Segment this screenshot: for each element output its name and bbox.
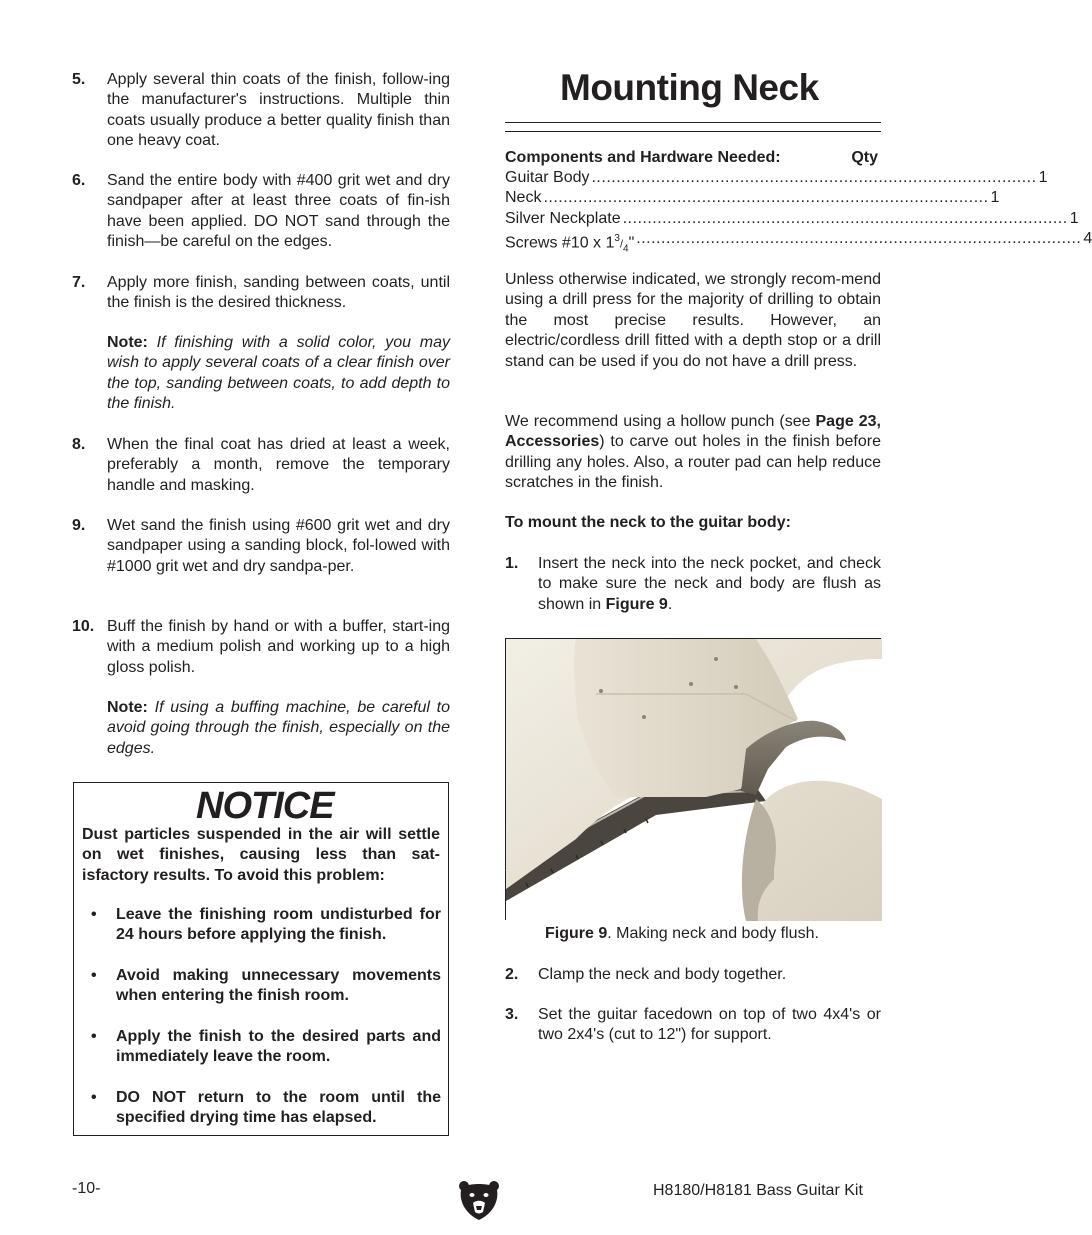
component-name: Guitar Body (505, 169, 590, 186)
component-name-text: Screws #10 x 1 (505, 234, 615, 252)
component-qty: 1 (990, 189, 1000, 206)
note-solid-color (107, 333, 450, 415)
step-text (538, 554, 881, 615)
step-text-part: . (667, 595, 673, 613)
bullet-text: Apply the finish to the desired parts and immediately leave the room. (116, 1028, 441, 1066)
drill-press-paragraph: Unless otherwise indicated, we strongly recom-mend using a drill press for the majority of drilling to obtain the most precise results. However, an electric/cordless drill fitted with a depth stop or a drill stand can be used if you do not have a drill press. (505, 271, 881, 370)
components-header-label: Components and Hardware Needed: (505, 149, 781, 166)
step-number: 9. (72, 517, 86, 534)
step-text: Wet sand the finish using #600 grit wet and dry sandpaper using a sanding block, fol-lowed with #1000 grit wet and dry sandpa-per. (107, 517, 450, 575)
step-6 (72, 171, 450, 253)
step-7 (72, 273, 450, 314)
dot-leader: .......................................................................................... (636, 230, 1082, 247)
dot-leader: .......................................................................................... (591, 169, 1037, 186)
note-label: Note: (107, 334, 148, 351)
component-row (505, 188, 1000, 208)
step-10 (72, 617, 450, 678)
fraction-denominator: 4 (623, 243, 629, 255)
step-number: 10. (72, 618, 95, 635)
component-qty: 1 (1038, 169, 1048, 186)
note-text: If finishing with a solid color, you may wish to apply several coats of a clear finish over the top, sanding between coats, to add depth to the finish. (107, 334, 450, 413)
step-number: 5. (72, 71, 86, 88)
step-5 (72, 70, 450, 152)
notice-bullet (91, 1088, 441, 1129)
component-row (505, 168, 1048, 188)
hollow-punch-paragraph (505, 412, 881, 494)
neck-body-illustration (506, 639, 882, 921)
bullet-icon: • (91, 906, 97, 923)
step-text-part: Insert the neck into the neck pocket, and check to make sure the neck and body are flush as shown in (538, 555, 881, 613)
step-text: Apply several thin coats of the finish, follow-ing the manufacturer's instructions. Multiple thin coats usually produce a better quality finish than one heavy coat. (107, 71, 450, 150)
qty-header: Qty (851, 149, 878, 166)
component-row (505, 209, 1079, 229)
step-text: Buff the finish by hand or with a buffer, start-ing with a medium polish and working up to a high gloss polish. (107, 618, 450, 676)
note-text: If using a buffing machine, be careful to avoid going through the finish, especially on the edges. (107, 699, 450, 757)
fraction-numerator: 3 (614, 233, 620, 244)
step-number: 1. (505, 555, 519, 572)
component-name: Silver Neckplate (505, 210, 621, 227)
dot-leader: .......................................................................................... (543, 189, 989, 206)
caption-text: . Making neck and body flush. (607, 925, 819, 942)
bullet-text: DO NOT return to the room until the specified drying time has elapsed. (116, 1089, 441, 1127)
step-9 (72, 516, 450, 577)
note-label: Note: (107, 699, 148, 716)
bear-logo-icon (458, 1178, 500, 1222)
component-name: Neck (505, 189, 542, 206)
figure-9-photo (505, 638, 881, 920)
component-row (505, 229, 1092, 260)
step-text: Sand the entire body with #400 grit wet and dry sandpaper after at least three coats of fin-ish have been applied. DO NOT sand through the finish—be careful on the edges. (107, 172, 450, 251)
para-text: ) to carve out holes in the finish before drilling any holes. Also, a router pad can help reduce scratches in the finish. (505, 433, 881, 492)
para-text: We recommend using a hollow punch (see (505, 413, 816, 430)
notice-intro: Dust particles suspended in the air will settle on wet finishes, causing less than sat-isfactory results. To avoid this problem: (82, 826, 440, 884)
notice-bullet (91, 905, 441, 946)
mount-step-3 (505, 1005, 881, 1046)
figure-reference: Figure 9 (605, 595, 668, 613)
subheading: To mount the neck to the guitar body: (505, 514, 791, 531)
notice-box (73, 782, 449, 1136)
figure-caption (545, 924, 819, 944)
inch-mark: " (628, 234, 635, 252)
step-number: 3. (505, 1006, 519, 1023)
step-number: 7. (72, 274, 86, 291)
step-number: 6. (72, 172, 86, 189)
page-reference: Page 23, Accessories (505, 413, 881, 451)
component-qty: 1 (1069, 210, 1079, 227)
title-divider (505, 122, 881, 123)
step-8 (72, 435, 450, 496)
caption-label: Figure 9 (545, 925, 608, 942)
step-text: When the final coat has dried at least a week, preferably a month, remove the temporary handle and masking. (107, 436, 450, 494)
step-number: 8. (72, 436, 86, 453)
mount-step-1 (505, 554, 881, 615)
dot-leader: .......................................................................................... (622, 210, 1068, 227)
title-divider-thin (505, 131, 881, 132)
page-number: -10- (72, 1180, 101, 1197)
step-text: Clamp the neck and body together. (538, 966, 787, 983)
notice-bullet (91, 966, 441, 1007)
bullet-icon: • (91, 1089, 97, 1106)
notice-title: NOTICE (196, 785, 334, 827)
component-name: Screws #10 x $1^3/_4$" (505, 233, 635, 255)
model-name: H8180/H8181 Bass Guitar Kit (653, 1182, 863, 1199)
components-header (505, 148, 878, 168)
mount-step-2 (505, 965, 881, 985)
step-text: Set the guitar facedown on top of two 4x4's or two 2x4's (cut to 12") for support. (538, 1006, 881, 1044)
step-number: 2. (505, 966, 519, 983)
page-title: Mounting Neck (560, 67, 819, 108)
note-buffing (107, 698, 450, 759)
bullet-text: Leave the finishing room undisturbed for 24 hours before applying the finish. (116, 906, 441, 944)
component-qty: 4 (1083, 230, 1092, 247)
bullet-text: Avoid making unnecessary movements when entering the finish room. (116, 967, 441, 1005)
notice-bullet (91, 1027, 441, 1068)
bullet-icon: • (91, 1028, 97, 1045)
bullet-icon: • (91, 967, 97, 984)
step-text: Apply more finish, sanding between coats, until the finish is the desired thickness. (107, 274, 450, 312)
